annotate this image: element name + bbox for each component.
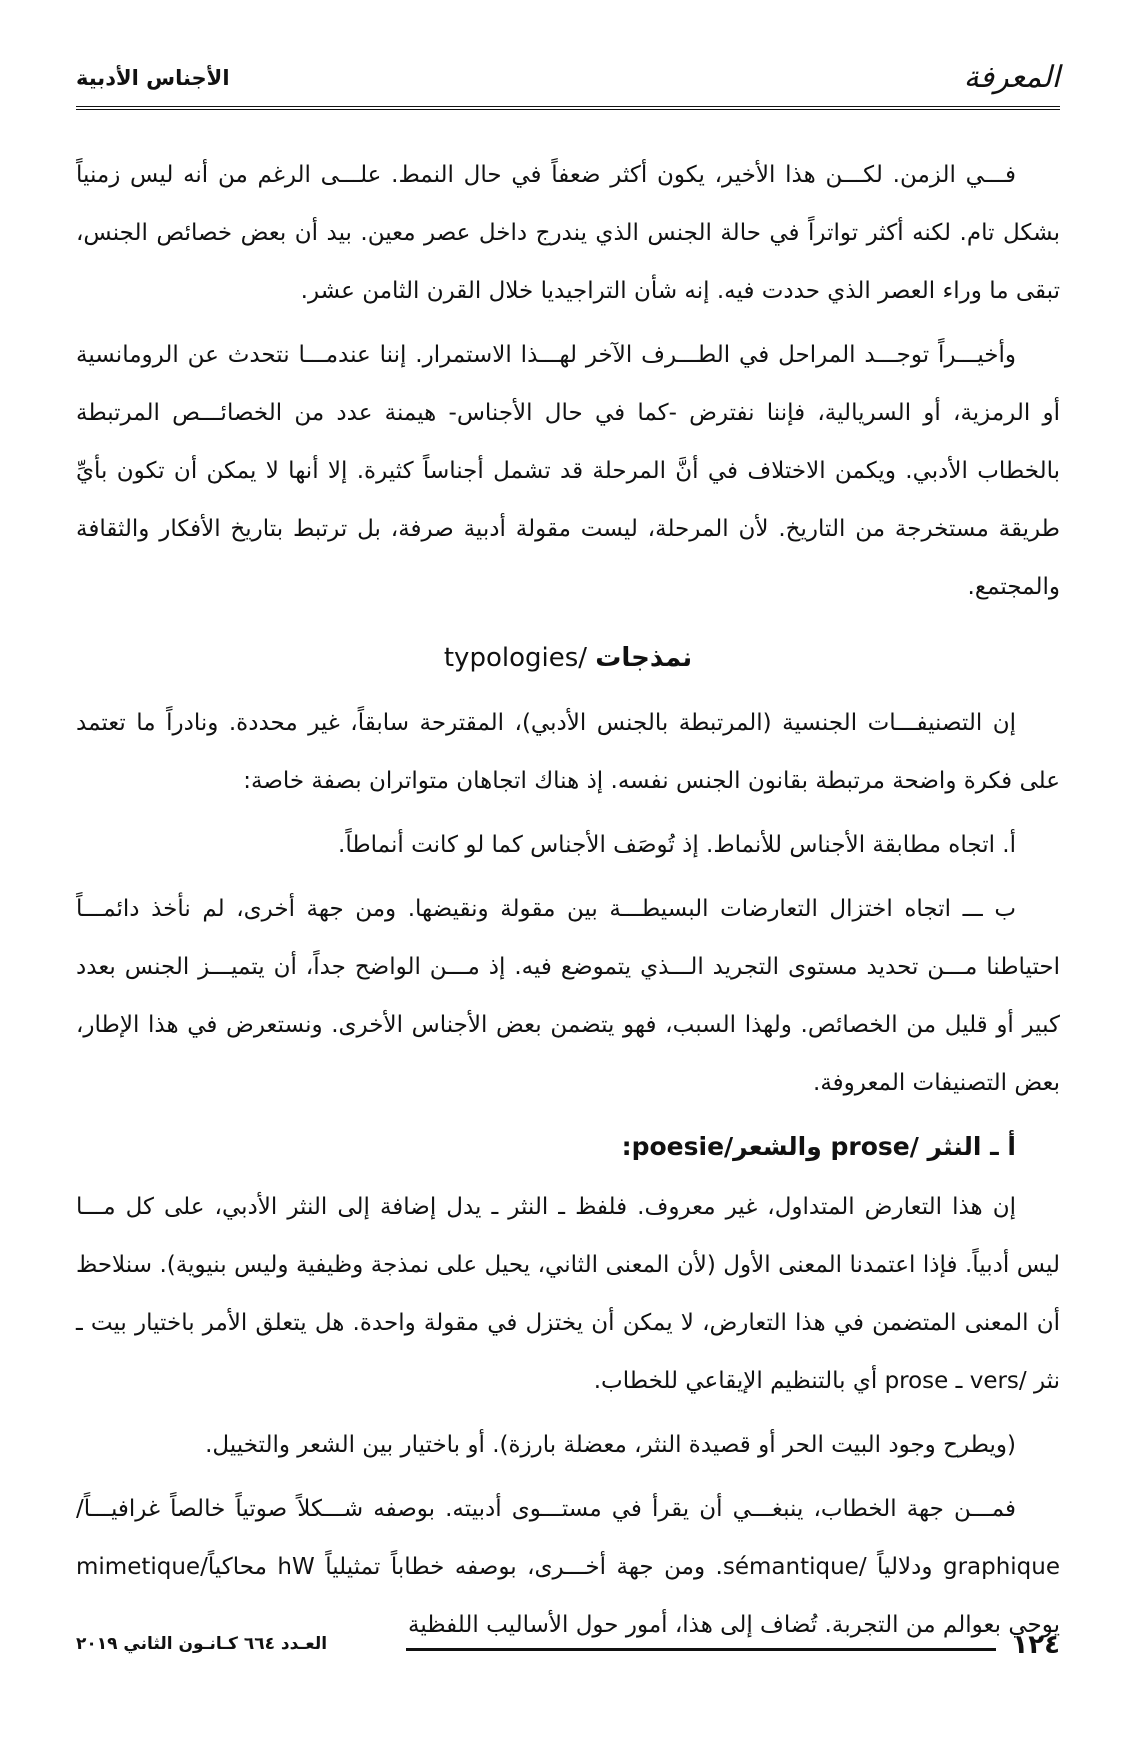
section-heading [76, 630, 1060, 686]
paragraph-5: (ويطرح وجود البيت الحر أو قصيدة النثر، معضلة بارزة). أو باختيار بين الشعر والتخييل. [205, 1432, 1016, 1458]
paragraph-4: إن هذا التعارض المتداول، غير معروف. فلفظ ـ النثر ـ يدل إضافة إلى النثر الأدبي، على كل مـــا ليس أدبياً. فإذا اعتمدنا المعنى الأول (لأن المعنى الثاني، يحيل على نمذجة وظيفية وليس بنيوية). سنلاحظ أن المعنى المتضمن في هذا التعارض، لا يمكن أن يختزل في مقولة واحدة. هل يتعلق الأمر باختيار بيت ـ نثر /vers ـ prose أي بالتنظيم الإيقاعي للخطاب. [76, 1194, 1060, 1394]
sub-heading-prose-poesie: أ ـ النثر /prose والشعر/poesie: [621, 1132, 1016, 1161]
list-item-b: ب ـــ اتجاه اختزال التعارضات البسيطـــة بين مقولة ونقيضها. ومن جهة أخرى، لم نأخذ دائمـــاً احتياطنا مـــن تحديد مستوى التجريد الـــذي يتموضع فيه. إذ مـــن الواضح جداً، أن يتميـــز الجنس بعدد كبير أو قليل من الخصائص. ولهذا السبب، فهو يتضمن بعض الأجناس الأخرى. ونستعرض في هذا الإطار، بعض التصنيفات المعروفة. [76, 896, 1060, 1096]
page-number: ١٢٤ [1012, 1630, 1060, 1660]
footer-rule [406, 1648, 996, 1651]
page-footer [76, 1630, 1060, 1670]
section-heading-english: /typologies [443, 643, 588, 673]
running-title: الأجناس الأدبية [76, 66, 230, 90]
paragraph-1: فـــي الزمن. لكـــن هذا الأخير، يكون أكثر ضعفاً في حال النمط. علـــى الرغم من أنه ليس زمنياً بشكل تام. لكنه أكثر تواتراً في حالة الجنس الذي يندرج داخل عصر معين. بيد أن بعض خصائص الجنس، تبقى ما وراء العصر الذي حددت فيه. إنه شأن التراجيديا خلال القرن الثامن عشر. [76, 162, 1060, 304]
issue-info: العـدد ٦٦٤ كـانـون الثاني ٢٠١٩ [76, 1634, 328, 1654]
journal-logo: المعرفة [963, 60, 1060, 95]
list-item-a: أ. اتجاه مطابقة الأجناس للأنماط. إذ تُوصَف الأجناس كما لو كانت أنماطاً. [338, 832, 1016, 858]
article-body [76, 146, 1060, 1654]
paragraph-3: إن التصنيفـــات الجنسية (المرتبطة بالجنس الأدبي)، المقترحة سابقاً، غير محددة. ونادراً ما تعتمد على فكرة واضحة مرتبطة بقانون الجنس نفسه. إذ هناك اتجاهان متواتران بصفة خاصة: [76, 710, 1060, 794]
page-header [76, 56, 1060, 110]
paragraph-6: فمـــن جهة الخطاب، ينبغـــي أن يقرأ في مستـــوى أدبيته. بوصفه شـــكلاً صوتياً خالصاً غرافيـــاً/ graphique ودلالياً /sémantique. ومن جهة أخـــرى، بوصفه خطاباً تمثيلياً hW محاكياً/mimetique يوحي بعوالم من التجربة. تُضاف إلى هذا، أمور حول الأساليب اللفظية [76, 1496, 1061, 1638]
paragraph-2: وأخيـــراً توجـــد المراحل في الطـــرف الآخر لهـــذا الاستمرار. إننا عندمـــا نتحدث عن الرومانسية أو الرمزية، أو السريالية، فإننا نفترض -كما في حال الأجناس- هيمنة عدد من الخصائـــص المرتبطة بالخطاب الأدبي. ويكمن الاختلاف في أنَّ المرحلة قد تشمل أجناساً كثيرة. إلا أنها لا يمكن أن تكون بأيِّ طريقة مستخرجة من التاريخ. لأن المرحلة، ليست مقولة أدبية صرفة، بل ترتبط بتاريخ الأفكار والثقافة والمجتمع. [76, 342, 1060, 600]
section-heading-arabic: نمذجات [595, 643, 693, 673]
